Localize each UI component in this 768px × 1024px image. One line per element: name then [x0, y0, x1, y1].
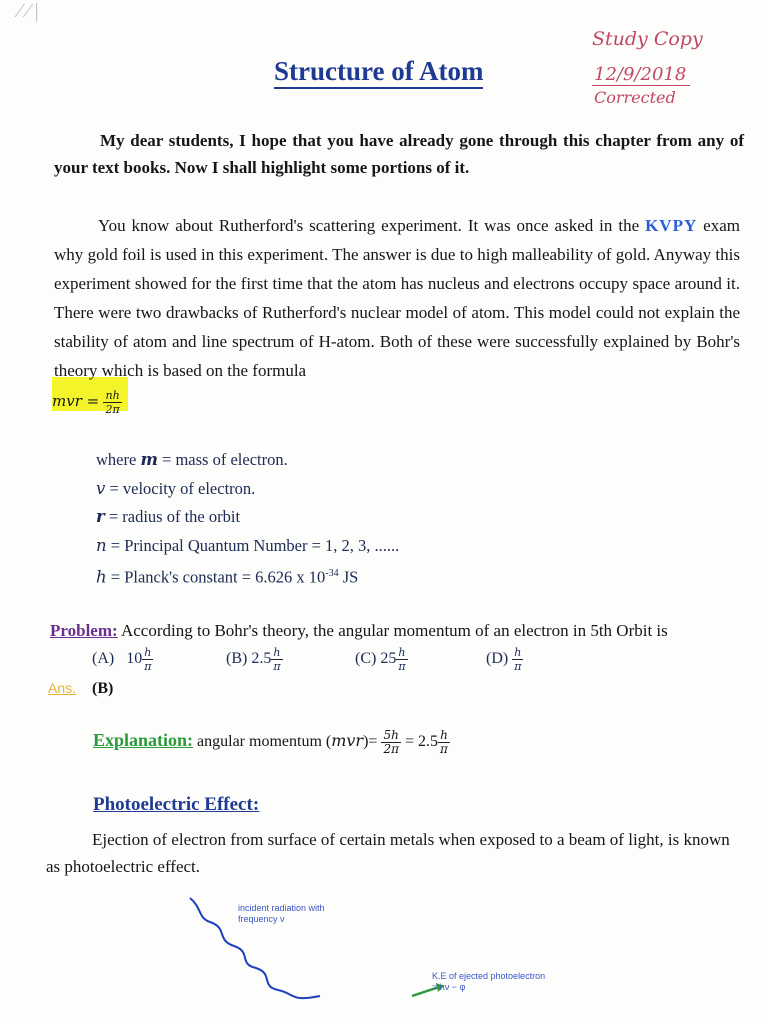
- option-a: [92, 646, 153, 673]
- problem-label: Problem:: [50, 621, 118, 640]
- paragraph-text-1: You know about Rutherford's scattering experiment. It was once asked in the: [98, 216, 646, 235]
- def-m-text: = mass of electron.: [162, 450, 288, 469]
- answer-value: (B): [92, 680, 114, 697]
- option-b-den: π: [273, 660, 281, 673]
- handwritten-note-date: 12/9/2018: [594, 64, 687, 85]
- handwritten-underline: [592, 85, 690, 86]
- def-mass: [96, 446, 399, 475]
- explanation-eq: = 2.5: [404, 733, 438, 751]
- explanation-label: Explanation:: [93, 730, 194, 751]
- def-velocity: [96, 475, 399, 504]
- kvpy-keyword: KVPY: [645, 216, 698, 235]
- def-h-unit: JS: [338, 567, 359, 587]
- formula-numerator: nh: [103, 389, 121, 403]
- answer-label: Ans.: [48, 680, 77, 696]
- option-c-coef: 25: [380, 650, 397, 668]
- def-h-text: = Planck's constant = 6.626 x 10: [110, 567, 326, 587]
- def-n-symbol: n: [96, 535, 107, 555]
- def-where: where: [96, 450, 137, 469]
- problem-text: According to Bohr's theory, the angular momentum of an electron in 5th Orbit is: [117, 621, 668, 640]
- ke-label-line-1: K.E of ejected photoelectron: [432, 971, 546, 981]
- option-d-num: h: [512, 646, 523, 660]
- option-d-den: π: [514, 660, 522, 673]
- explanation-num2: h: [438, 729, 450, 743]
- def-radius: [96, 503, 399, 532]
- option-c-label: (C): [355, 650, 377, 668]
- option-d: [486, 646, 523, 673]
- page-title: Structure of Atom: [274, 56, 483, 89]
- option-b-num: h: [271, 646, 282, 660]
- intro-paragraph: My dear students, I hope that you have already gone through this chapter from any of your text books. Now I shall highlight some portions of it.: [54, 131, 744, 177]
- option-b-label: (B): [226, 650, 248, 668]
- formula-fraction: [103, 389, 121, 416]
- ke-label-line-2: = hν − φ: [432, 982, 466, 992]
- option-c-den: π: [398, 660, 406, 673]
- option-a-label: (A): [92, 650, 115, 668]
- def-h-exponent: -34: [325, 568, 339, 579]
- handwritten-note-line-3: Corrected: [594, 88, 676, 107]
- explanation-num1: 5h: [381, 729, 401, 743]
- option-a-num: h: [142, 646, 153, 660]
- handwritten-note-line-1: Study Copy: [592, 28, 703, 50]
- option-b: [226, 646, 283, 673]
- def-r-text: = radius of the orbit: [108, 507, 241, 526]
- def-h-symbol: h: [96, 567, 107, 587]
- explanation-text: angular momentum (: [197, 733, 332, 751]
- option-a-coef: 10: [126, 650, 143, 668]
- def-v-symbol: v: [96, 478, 106, 498]
- formula-lhs: mvr =: [52, 392, 100, 410]
- explanation-den2: π: [440, 742, 448, 756]
- explanation-symbol: mvr: [331, 731, 364, 751]
- incident-label-line-2: frequency ν: [238, 914, 285, 924]
- pen-scribble-mark: ⁄ ⁄ |: [18, 0, 39, 22]
- option-c: [355, 646, 408, 673]
- explanation-text2: )=: [363, 733, 378, 751]
- explanation-line: [93, 729, 450, 756]
- problem-statement: [50, 619, 740, 643]
- option-b-coef: 2.5: [251, 650, 272, 668]
- incident-radiation-label: [238, 903, 325, 925]
- def-r-symbol: r: [96, 507, 105, 526]
- def-m-symbol: m: [140, 450, 158, 469]
- rutherford-paragraph: [54, 211, 740, 416]
- option-a-den: π: [144, 660, 152, 673]
- option-c-num: h: [396, 646, 407, 660]
- formula-denominator: 2π: [105, 402, 120, 416]
- photoelectric-text: Ejection of electron from surface of certain metals when exposed to a beam of light, is known as photoelectric effect.: [46, 830, 730, 876]
- kinetic-energy-label: [432, 971, 545, 993]
- incident-label-line-1: incident radiation with: [238, 903, 325, 913]
- def-n-text: = Principal Quantum Number = 1, 2, 3, ......: [110, 535, 400, 555]
- explanation-den1: 2π: [383, 742, 399, 756]
- def-v-text: = velocity of electron.: [109, 478, 256, 498]
- paragraph-text-2: exam why gold foil is used in this experiment. The answer is due to high malleability of gold. Anyway this experiment showed for the first time that the atom has nucleus and electrons occupy space around it. There were two drawbacks of Rutherford's nuclear model of atom. This model could not explain the stability of atom and line spectrum of H-atom. Both of these were successfully explained by Bohr's theory which is based on the formula: [54, 216, 740, 380]
- answer-line: [48, 680, 113, 698]
- symbol-definitions: [96, 446, 399, 592]
- def-quantum-number: [96, 532, 399, 561]
- option-d-label: (D): [486, 650, 509, 668]
- def-planck: [96, 560, 399, 592]
- bohr-formula: [52, 386, 738, 416]
- photoelectric-heading: Photoelectric Effect:: [93, 794, 260, 815]
